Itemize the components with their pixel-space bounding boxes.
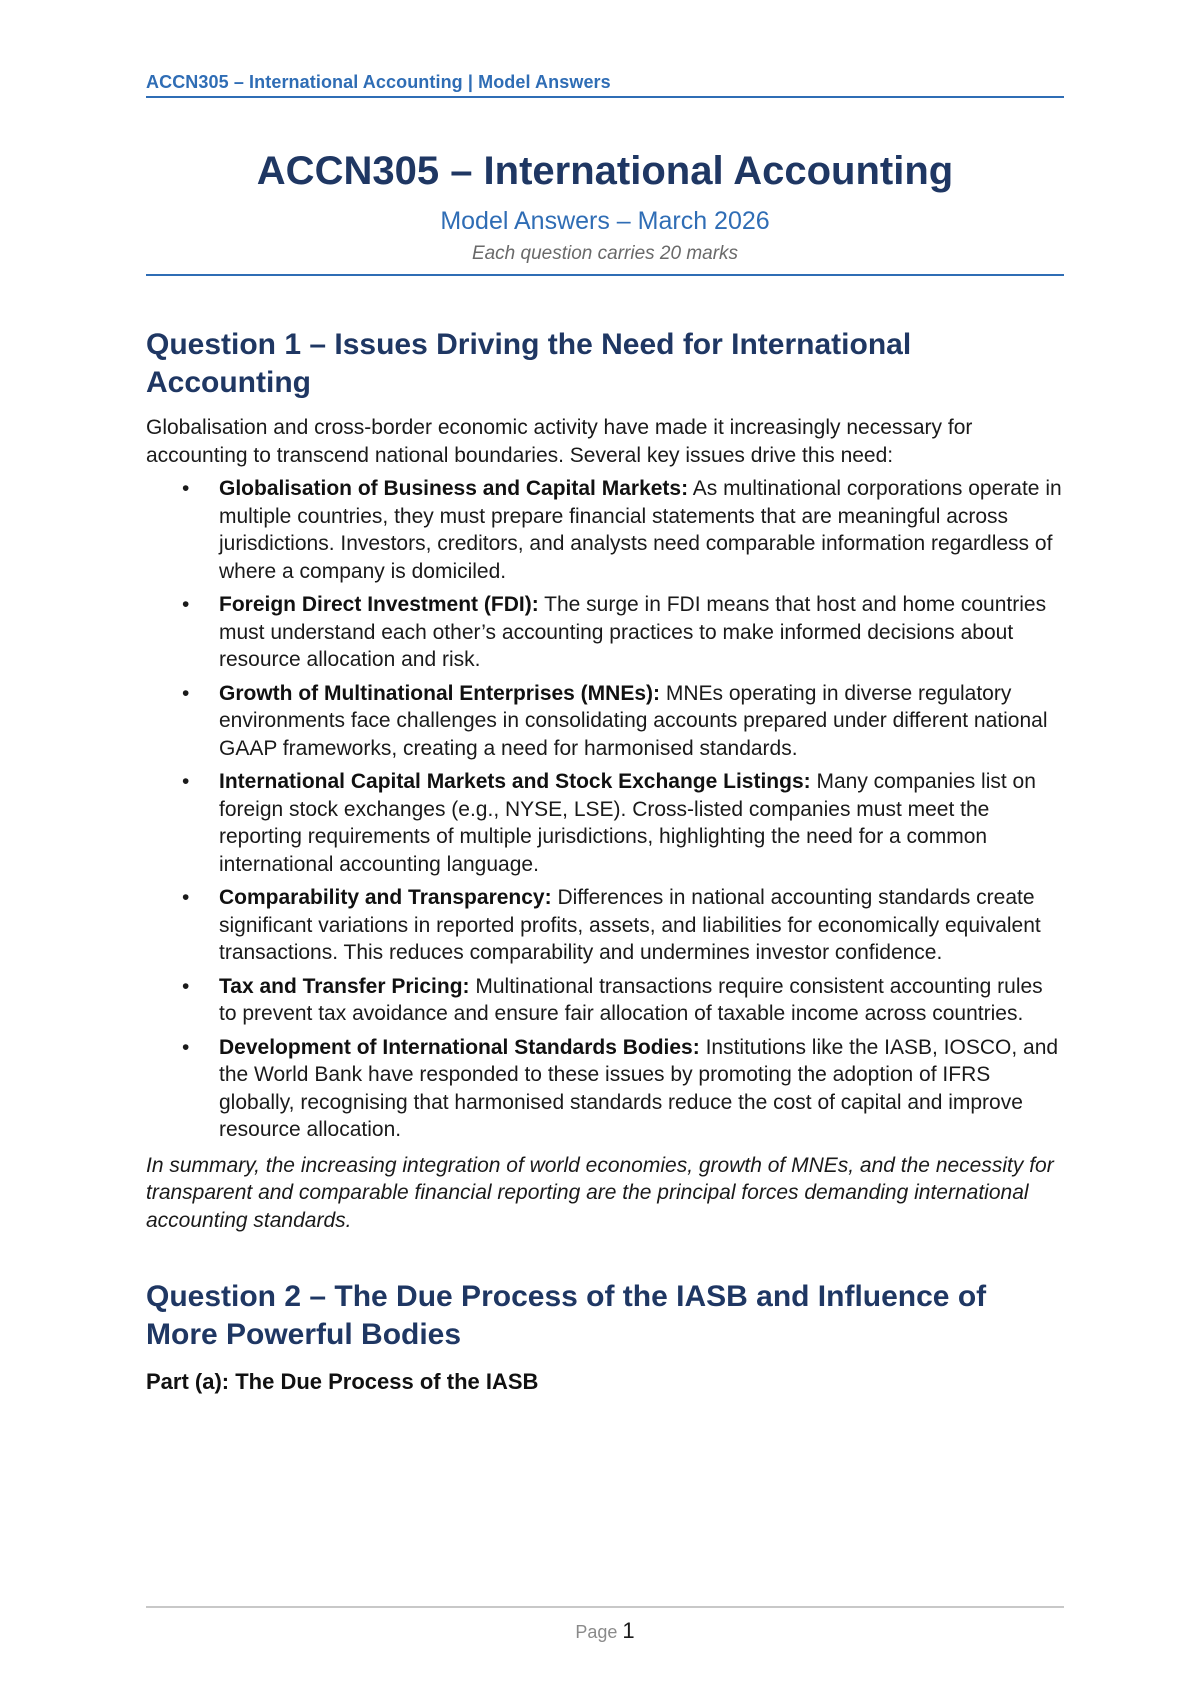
question-1-heading: Question 1 – Issues Driving the Need for International Accounting (146, 328, 912, 399)
bullet-text: The surge in FDI means that host and home countries must understand each other’s accounting practices to make informed decisions about resource allocation and risk. (219, 593, 1047, 671)
document-subtitle: Model Answers – March 2026 (440, 207, 770, 235)
bullet-text: MNEs operating in diverse regulatory environments face challenges in consolidating accounts prepared under different national GAAP frameworks, creating a need for harmonised standards. (219, 681, 1048, 760)
title-rule (146, 274, 1064, 276)
document-title: ACCN305 – International Accounting (256, 149, 954, 193)
bullet-icon: • (182, 477, 190, 500)
document-page (146, 0, 1064, 1696)
bullet-icon: • (182, 886, 190, 909)
bullet-icon: • (182, 593, 190, 616)
marks-note: Each question carries 20 marks (471, 243, 739, 264)
bullet-text: Multinational transactions require consistent accounting rules to prevent tax avoidance and ensure fair allocation of taxable income across countries. (219, 974, 1043, 1025)
page-label: Page (575, 1622, 618, 1642)
title-block (146, 148, 1064, 266)
question-1-summary: In summary, the increasing integration of world economies, growth of MNEs, and the necessity for transparent and comparable financial reporting are the principal forces demanding international accounting standards. (146, 1153, 1054, 1232)
footer-rule (146, 1606, 1064, 1608)
main-content (146, 326, 1064, 1396)
question-2-heading: Question 2 – The Due Process of the IASB and Influence of More Powerful Bodies (146, 1280, 987, 1351)
bullet-icon: • (182, 974, 190, 998)
bullet-text: Differences in national accounting standards create significant variations in reported profits, assets, and liabilities for economically equivalent transactions. This reduces comparability and undermines investor confidence. (219, 886, 1041, 964)
bullet-text: Many companies list on foreign stock exchanges (e.g., NYSE, LSE). Cross-listed companies must meet the reporting requirements of multiple jurisdictions, highlighting the need for a common international accounting language. (219, 770, 1036, 876)
running-header: ACCN305 – International Accounting | Model Answers (146, 72, 611, 92)
question-2-part-a-heading: Part (a): The Due Process of the IASB (146, 1369, 539, 1394)
bullet-item (146, 1034, 1064, 1144)
bullet-text: Institutions like the IASB, IOSCO, and the World Bank have responded to these issues by promoting the adoption of IFRS globally, recognising that harmonised standards reduce the cost of capital and improve resource allocation. (219, 1035, 1059, 1141)
bullet-icon: • (182, 770, 190, 793)
bullet-term: Foreign Direct Investment (FDI): (219, 593, 539, 616)
bullet-item (146, 973, 1064, 1028)
question-1-intro: Globalisation and cross-border economic activity have made it increasingly necessary for accounting to transcend national boundaries. Several key issues drive this need: (146, 416, 973, 467)
bullet-item (146, 884, 1064, 967)
bullet-term: Globalisation of Business and Capital Markets: (219, 477, 689, 500)
page-footer (146, 1618, 1064, 1644)
header-rule (146, 96, 1064, 98)
bullet-term: International Capital Markets and Stock Exchange Listings: (219, 770, 811, 793)
bullet-term: Comparability and Transparency: (219, 886, 552, 909)
bullet-icon: • (182, 681, 190, 705)
bullet-item (146, 591, 1064, 674)
bullet-term: Tax and Transfer Pricing: (219, 974, 470, 998)
page-number: 1 (622, 1618, 635, 1643)
bullet-term: Growth of Multinational Enterprises (MNEs): (219, 681, 661, 705)
bullet-item (146, 475, 1064, 585)
bullet-icon: • (182, 1035, 190, 1059)
bullet-text: As multinational corporations operate in multiple countries, they must prepare financial statements that are meaningful across jurisdictions. Investors, creditors, and analysts need comparable information regardless of where a company is domiciled. (219, 477, 1062, 583)
bullet-term: Development of International Standards Bodies: (219, 1035, 700, 1059)
question-1-bullet-list (146, 475, 1064, 1144)
bullet-item (146, 680, 1064, 763)
bullet-item (146, 768, 1064, 878)
